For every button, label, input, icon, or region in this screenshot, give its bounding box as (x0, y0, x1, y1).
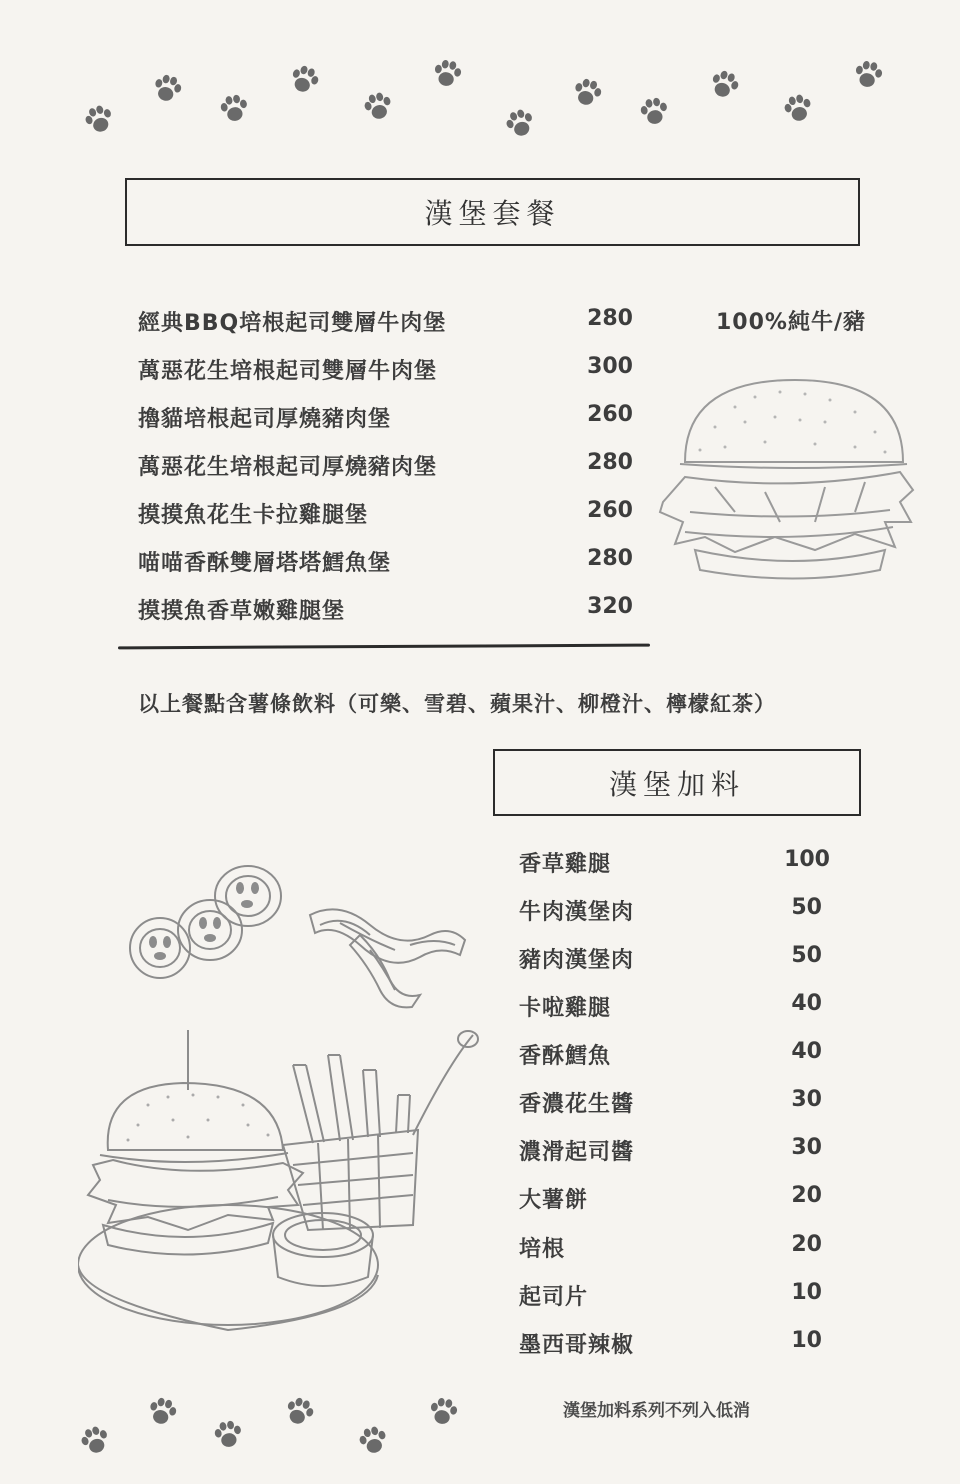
addon-item-price: 40 (791, 1039, 822, 1064)
menu-item-price: 320 (587, 594, 633, 619)
menu-item-price: 260 (587, 498, 633, 523)
addon-item-price: 30 (791, 1087, 822, 1112)
menu-item-name: 摸摸魚香草嫩雞腿堡 (138, 599, 346, 624)
tomato-slices-illustration (125, 858, 290, 983)
paw-print-icon (145, 1395, 179, 1429)
addon-footnote: 漢堡加料系列不列入低消 (563, 1401, 750, 1421)
bacon-illustration (300, 895, 470, 1010)
menu-item-name: 摸摸魚花生卡拉雞腿堡 (138, 503, 369, 528)
menu-item-price: 280 (587, 306, 633, 331)
addon-item-price: 50 (791, 943, 822, 968)
paw-print-icon (707, 68, 741, 102)
paw-print-icon (851, 58, 885, 92)
addon-item-price: 20 (791, 1183, 822, 1208)
paw-print-icon (282, 1395, 316, 1429)
set-menu-title: 漢堡套餐 (424, 197, 561, 230)
paw-print-icon (217, 92, 251, 126)
addon-item-name: 卡啦雞腿 (519, 996, 612, 1021)
addon-title: 漢堡加料 (608, 767, 745, 801)
paw-print-icon (430, 57, 464, 91)
menu-item-price: 260 (587, 402, 633, 427)
menu-item-price: 300 (587, 354, 633, 379)
set-menu-note: 以上餐點含薯條飲料（可樂、雪碧、蘋果汁、柳橙汁、檸檬紅茶） (138, 692, 776, 716)
addon-item-name: 香濃花生醬 (519, 1092, 635, 1117)
addon-item-name: 濃滑起司醬 (519, 1140, 635, 1165)
menu-item-name: 經典BBQ培根起司雙層牛肉堡 (138, 311, 447, 336)
paw-print-icon (78, 1424, 112, 1458)
menu-item-name: 萬惡花生培根起司厚燒豬肉堡 (138, 455, 438, 480)
addon-item-name: 墨西哥辣椒 (519, 1333, 635, 1358)
set-menu-title-box (125, 178, 860, 246)
addon-item-name: 大薯餅 (519, 1188, 589, 1213)
menu-item-name: 擼貓培根起司厚燒豬肉堡 (138, 407, 392, 432)
menu-item-price: 280 (587, 450, 633, 475)
burger-illustration (655, 372, 915, 582)
meat-badge: 100%純牛/豬 (716, 310, 867, 335)
addon-item-price: 10 (791, 1328, 822, 1353)
addon-item-price: 50 (791, 895, 822, 920)
addon-item-price: 40 (791, 991, 822, 1016)
paw-print-icon (781, 92, 815, 126)
paw-print-icon (211, 1418, 245, 1452)
addon-item-price: 20 (791, 1232, 822, 1257)
menu-item-name: 喵喵香酥雙層塔塔鱈魚堡 (138, 551, 392, 576)
addon-title-box (493, 749, 861, 816)
addon-item-name: 起司片 (519, 1285, 589, 1310)
paw-print-icon (637, 95, 671, 129)
addon-item-name: 豬肉漢堡肉 (519, 948, 635, 973)
addon-item-price: 10 (791, 1280, 822, 1305)
paw-print-icon (361, 90, 395, 124)
addon-item-name: 香酥鱈魚 (519, 1044, 612, 1069)
burger-fries-illustration (78, 1025, 483, 1335)
paw-print-icon (356, 1424, 390, 1458)
menu-item-name: 萬惡花生培根起司雙層牛肉堡 (138, 359, 438, 384)
paw-print-icon (426, 1395, 460, 1429)
paw-print-icon (570, 76, 604, 110)
addon-item-name: 香草雞腿 (519, 852, 612, 877)
paw-print-icon (287, 63, 321, 97)
paw-print-icon (82, 103, 116, 137)
paw-print-icon (503, 107, 537, 141)
addon-item-price: 30 (791, 1135, 822, 1160)
section-divider (118, 644, 650, 650)
addon-item-name: 培根 (519, 1237, 566, 1262)
addon-item-name: 牛肉漢堡肉 (519, 900, 635, 925)
paw-print-icon (150, 72, 184, 106)
menu-item-price: 280 (587, 546, 633, 571)
addon-item-price: 100 (784, 847, 830, 872)
